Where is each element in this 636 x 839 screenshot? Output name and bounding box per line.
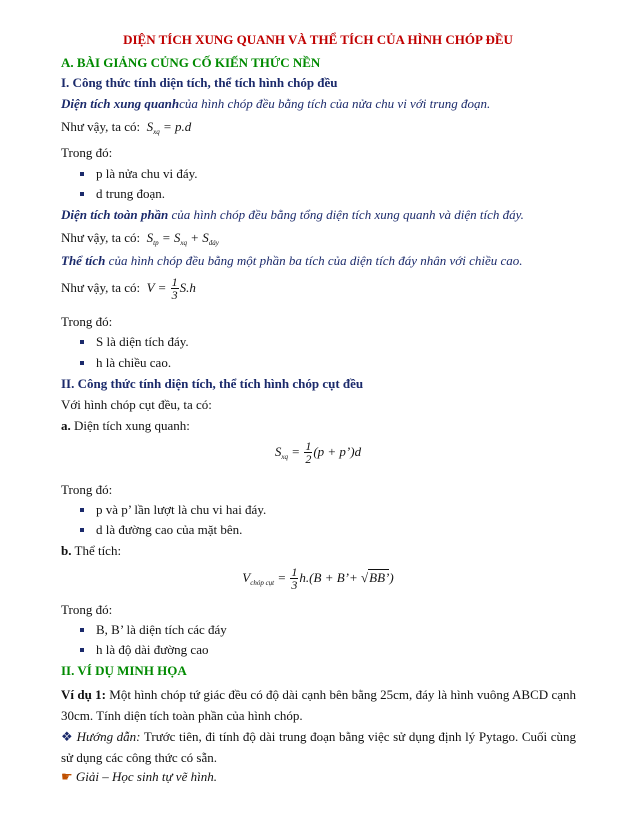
bullet-item	[80, 642, 208, 658]
formula1-prefix: Như vậy, ta có:	[61, 119, 141, 134]
def2-paragraph	[61, 207, 524, 223]
solution-line	[61, 769, 217, 785]
part1-heading: I. Công thức tính diện tích, thể tích hình chóp đều	[61, 75, 338, 90]
example-paragraph	[61, 684, 576, 726]
def1-term: Diện tích xung quanh	[61, 96, 180, 111]
bullet-square-icon	[80, 172, 84, 176]
formula3-line	[61, 276, 196, 302]
bullet-square-icon	[80, 361, 84, 365]
where3: Trong đó:	[61, 314, 113, 329]
formula3-prefix: Như vậy, ta có:	[61, 279, 141, 295]
formula-frustum-sxq: $S_{xq}$ = $\frac{1}{2}$ (p + p’)d	[274, 439, 362, 466]
example-text: Một hình chóp tứ giác đều có độ dài cạnh bên bằng 25cm, đáy là hình vuông ABCD cạnh 30cm. Tính diện tích toàn phần của hình chóp.	[61, 687, 577, 723]
bullet-text: h là chiều cao.	[96, 355, 172, 370]
hint-label: Hướng dẫn:	[76, 729, 141, 744]
part2-b-text: Thể tích:	[71, 543, 122, 558]
diamond-bullet-icon: ❖	[61, 729, 74, 744]
bullet-text: p là nửa chu vi đáy.	[96, 166, 198, 181]
bullet-square-icon	[80, 648, 84, 652]
page-title: DIỆN TÍCH XUNG QUANH VÀ THỂ TÍCH CỦA HÌNH CHÓP ĐỀU	[123, 32, 513, 47]
formula-sxq: $S_{xq} = p.d$	[143, 119, 192, 136]
bullet-item	[80, 355, 171, 371]
section-a-heading: A. BÀI GIẢNG CỦNG CỐ KIẾN THỨC NỀN	[61, 55, 321, 70]
formula2-prefix: Như vậy, ta có:	[61, 230, 141, 245]
bullet-square-icon	[80, 192, 84, 196]
bullet-item	[80, 522, 242, 538]
def3-paragraph	[61, 253, 523, 269]
bullet-item	[80, 334, 189, 350]
def2-text: của hình chóp đều bằng tổng diện tích xung quanh và diện tích đáy.	[168, 207, 524, 222]
bullet-text: d là đường cao của mặt bên.	[96, 522, 243, 537]
hand-pointer-icon: ☛	[61, 769, 73, 784]
part2-a	[61, 418, 190, 434]
bullet-text: p và p’ lần lượt là chu vi hai đáy.	[96, 502, 267, 517]
def1-paragraph	[61, 96, 490, 112]
bullet-item	[80, 186, 165, 202]
def3-text: của hình chóp đều bằng một phần ba tích của diện tích đáy nhân với chiều cao.	[105, 253, 523, 268]
bullet-text: S là diện tích đáy.	[96, 334, 189, 349]
bullet-square-icon	[80, 628, 84, 632]
bullet-square-icon	[80, 340, 84, 344]
label-b: b.	[61, 543, 72, 558]
formula1-line	[61, 119, 191, 137]
part2-a-text: Diện tích xung quanh:	[70, 418, 190, 433]
where1: Trong đó:	[61, 145, 113, 160]
where-b: Trong đó:	[61, 602, 113, 617]
bullet-item	[80, 502, 266, 518]
bullet-item	[80, 622, 227, 638]
section-b-heading: II. VÍ DỤ MINH HỌA	[61, 663, 187, 678]
hint-text: Trước tiên, đi tính độ dài trung đoạn bằng việc sử dụng định lý Pytago. Cuối cùng sử dụng các công thức có sẵn.	[61, 729, 577, 765]
formula-volume: V = $\frac{1}{3}$ S.h	[143, 275, 196, 302]
part2-intro: Với hình chóp cụt đều, ta có:	[61, 397, 212, 412]
part2-heading: II. Công thức tính diện tích, thể tích hình chóp cụt đều	[61, 376, 364, 391]
bullet-text: d trung đoạn.	[96, 186, 165, 201]
part2-b	[61, 543, 121, 559]
where-a: Trong đó:	[61, 482, 113, 497]
def3-term: Thể tích	[61, 253, 106, 268]
bullet-square-icon	[80, 508, 84, 512]
bullet-text: B, B’ là diện tích các đáy	[96, 622, 227, 637]
formula-stp: $S_{tp} = S_{xq} + S_{đáy}$	[143, 230, 219, 247]
hint-paragraph	[61, 726, 576, 768]
solution-text: Giải – Học sinh tự vẽ hình.	[75, 769, 217, 784]
label-a: a.	[61, 418, 71, 433]
bullet-item	[80, 166, 198, 182]
bullet-text: h là độ dài đường cao	[96, 642, 209, 657]
def2-term: Diện tích toàn phần	[61, 207, 169, 222]
bullet-square-icon	[80, 528, 84, 532]
example-label: Ví dụ 1:	[61, 687, 106, 702]
formula-frustum-volume: $V_{chóp cụt}$ = $\frac{1}{3}$ h.(B + B’+ √BB’)	[242, 565, 394, 592]
def1-text: của hình chóp đều bằng tích của nửa chu vi với trung đoạn.	[179, 96, 491, 111]
formula2-line	[61, 230, 219, 248]
